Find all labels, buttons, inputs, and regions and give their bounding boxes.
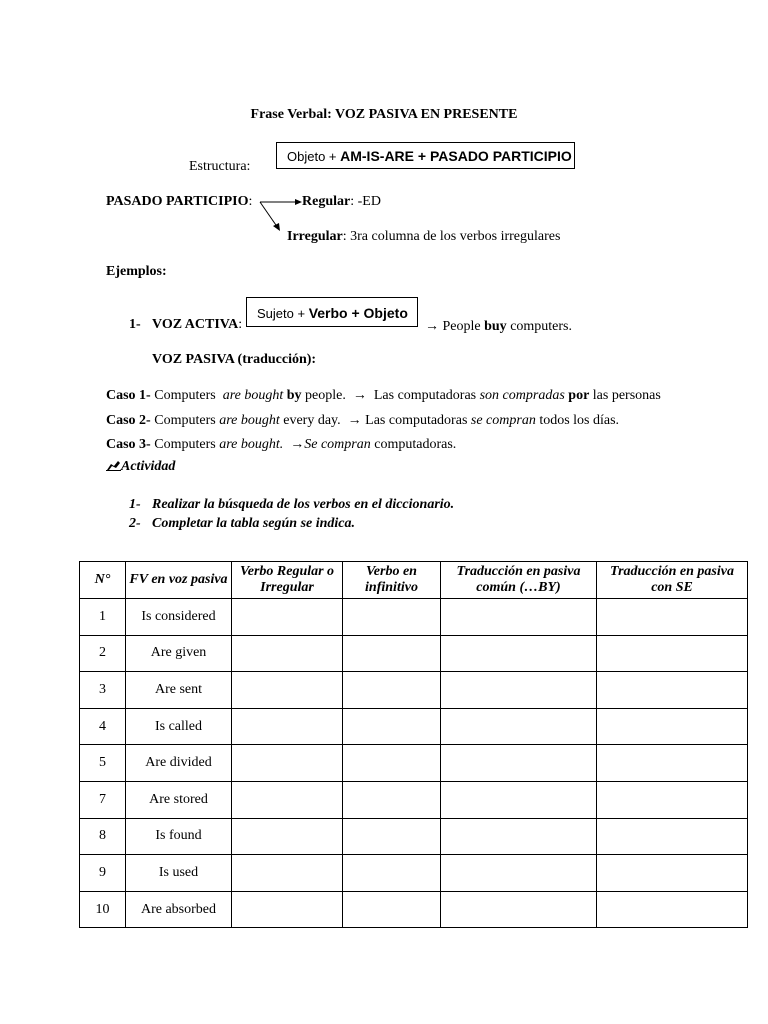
active-formula-plain: Sujeto + [257, 306, 309, 321]
row-number: 4 [80, 708, 126, 745]
row-passive-phrase: Is found [126, 818, 232, 855]
active-formula-bold: Verbo + Objeto [308, 305, 408, 321]
active-number: 1- [129, 317, 141, 332]
table-header-row [80, 562, 748, 599]
participle-regular [302, 194, 381, 210]
right-arrow-icon: → [347, 411, 362, 427]
activity-item-number: 2- [129, 516, 141, 531]
case-translation-verb: Se compran [304, 437, 371, 452]
column-header-regular-irregular: Verbo Regular o Irregular [232, 562, 343, 599]
table-row [80, 818, 748, 855]
answer-infinitive-cell[interactable] [343, 599, 441, 636]
column-header-passive-by: Traducción en pasiva común (…BY) [441, 562, 597, 599]
activity-item-number: 1- [129, 497, 141, 512]
answer-passive-se-cell[interactable] [597, 672, 748, 709]
row-passive-phrase: Are absorbed [126, 891, 232, 928]
case-text: Las computadoras [361, 413, 471, 428]
row-passive-phrase: Are given [126, 635, 232, 672]
row-number: 5 [80, 745, 126, 782]
active-sentence [425, 317, 572, 335]
active-label-colon: : [238, 317, 243, 332]
table-row [80, 781, 748, 818]
case-2 [106, 411, 619, 429]
case-text: computadoras. [370, 437, 457, 452]
row-passive-phrase: Are sent [126, 672, 232, 709]
table-row [80, 891, 748, 928]
active-label-text: VOZ ACTIVA [152, 317, 239, 332]
table-body [80, 599, 748, 928]
row-number: 1 [80, 599, 126, 636]
structure-formula-plain: Objeto + [287, 149, 341, 164]
case-text: las personas [589, 388, 661, 403]
case-verb: are bought [222, 388, 284, 403]
case-translation-verb: se compran [470, 413, 536, 428]
answer-passive-by-cell[interactable] [441, 855, 597, 892]
table-row [80, 672, 748, 709]
case-por: por [568, 388, 590, 403]
answer-passive-by-cell[interactable] [441, 818, 597, 855]
participle-label-colon: : [248, 194, 253, 209]
case-verb: are bought [219, 413, 280, 428]
row-number: 3 [80, 672, 126, 709]
active-sentence-verb: buy [484, 319, 507, 334]
answer-regular-irregular-cell[interactable] [232, 818, 343, 855]
answer-passive-se-cell[interactable] [597, 599, 748, 636]
right-arrow-icon: → [290, 435, 305, 451]
row-passive-phrase: Is considered [126, 599, 232, 636]
irregular-text: : 3ra columna de los verbos irregulares [342, 229, 561, 244]
case-label: Caso 1- [106, 388, 151, 403]
row-number: 9 [80, 855, 126, 892]
case-text: Computers [150, 388, 223, 403]
case-1 [106, 386, 661, 404]
structure-formula-box [276, 142, 575, 169]
active-formula-box [246, 297, 418, 327]
passive-heading: VOZ PASIVA (traducción): [152, 352, 317, 367]
structure-label: Estructura: [189, 159, 251, 174]
case-text: todos los días. [535, 413, 620, 428]
answer-passive-se-cell[interactable] [597, 855, 748, 892]
right-arrow-icon: → [425, 317, 439, 333]
answer-regular-irregular-cell[interactable] [232, 599, 343, 636]
row-passive-phrase: Are stored [126, 781, 232, 818]
answer-regular-irregular-cell[interactable] [232, 781, 343, 818]
participle-label-text: PASADO PARTICIPIO [106, 194, 249, 209]
answer-passive-se-cell[interactable] [597, 891, 748, 928]
right-arrow-icon: → [352, 386, 367, 402]
answer-infinitive-cell[interactable] [343, 745, 441, 782]
column-header-infinitive: Verbo en infinitivo [343, 562, 441, 599]
participle-irregular [287, 229, 560, 245]
participle-label [106, 194, 252, 210]
case-label: Caso 2- [106, 413, 151, 428]
structure-formula-bold: AM-IS-ARE + PASADO PARTICIPIO [340, 148, 572, 164]
answer-infinitive-cell[interactable] [343, 635, 441, 672]
answer-regular-irregular-cell[interactable] [232, 672, 343, 709]
answer-passive-by-cell[interactable] [441, 781, 597, 818]
answer-regular-irregular-cell[interactable] [232, 891, 343, 928]
answer-infinitive-cell[interactable] [343, 708, 441, 745]
case-translation-verb: son compradas [479, 388, 565, 403]
answer-passive-by-cell[interactable] [441, 635, 597, 672]
answer-passive-se-cell[interactable] [597, 708, 748, 745]
answer-regular-irregular-cell[interactable] [232, 708, 343, 745]
answer-infinitive-cell[interactable] [343, 672, 441, 709]
row-number: 10 [80, 891, 126, 928]
answer-infinitive-cell[interactable] [343, 855, 441, 892]
case-label: Caso 3- [106, 437, 151, 452]
table-row [80, 745, 748, 782]
regular-text: : -ED [350, 194, 381, 209]
case-text: Computers [150, 437, 220, 452]
answer-regular-irregular-cell[interactable] [232, 855, 343, 892]
page-title: Frase Verbal: VOZ PASIVA EN PRESENTE [250, 107, 518, 122]
answer-passive-by-cell[interactable] [441, 672, 597, 709]
activity-label: Actividad [121, 459, 176, 474]
answer-passive-by-cell[interactable] [441, 745, 597, 782]
exercise-table [79, 561, 748, 928]
writing-hand-icon [106, 460, 121, 471]
answer-infinitive-cell[interactable] [343, 781, 441, 818]
row-number: 8 [80, 818, 126, 855]
answer-passive-se-cell[interactable] [597, 745, 748, 782]
activity-heading [106, 459, 175, 475]
answer-infinitive-cell[interactable] [343, 891, 441, 928]
answer-passive-se-cell[interactable] [597, 818, 748, 855]
row-passive-phrase: Is used [126, 855, 232, 892]
case-by: by [286, 388, 302, 403]
activity-item: Completar la tabla según se indica. [152, 516, 356, 531]
answer-infinitive-cell[interactable] [343, 818, 441, 855]
case-text: Las computadoras [366, 388, 480, 403]
case-verb: are bought. [219, 437, 284, 452]
table-row [80, 708, 748, 745]
column-header-passive-se: Traducción en pasiva con SE [597, 562, 748, 599]
table-row [80, 599, 748, 636]
row-number: 2 [80, 635, 126, 672]
active-sentence-pre: People [442, 319, 485, 334]
answer-passive-se-cell[interactable] [597, 781, 748, 818]
answer-passive-by-cell[interactable] [441, 599, 597, 636]
examples-heading: Ejemplos: [106, 264, 167, 279]
row-passive-phrase: Are divided [126, 745, 232, 782]
row-number: 7 [80, 781, 126, 818]
table-row [80, 635, 748, 672]
case-3 [106, 435, 456, 453]
case-text: Computers [150, 413, 220, 428]
column-header-number: N° [80, 562, 126, 599]
active-sentence-post: computers. [506, 319, 573, 334]
case-text: every day. [279, 413, 348, 428]
irregular-label: Irregular [287, 229, 343, 244]
column-header-fv: FV en voz pasiva [126, 562, 232, 599]
answer-regular-irregular-cell[interactable] [232, 635, 343, 672]
case-text: people. [301, 388, 353, 403]
answer-regular-irregular-cell[interactable] [232, 745, 343, 782]
row-passive-phrase: Is called [126, 708, 232, 745]
table-row [80, 855, 748, 892]
answer-passive-se-cell[interactable] [597, 635, 748, 672]
active-label [152, 317, 242, 333]
activity-item: Realizar la búsqueda de los verbos en el diccionario. [152, 497, 455, 512]
answer-passive-by-cell[interactable] [441, 708, 597, 745]
answer-passive-by-cell[interactable] [441, 891, 597, 928]
regular-label: Regular [302, 194, 351, 209]
